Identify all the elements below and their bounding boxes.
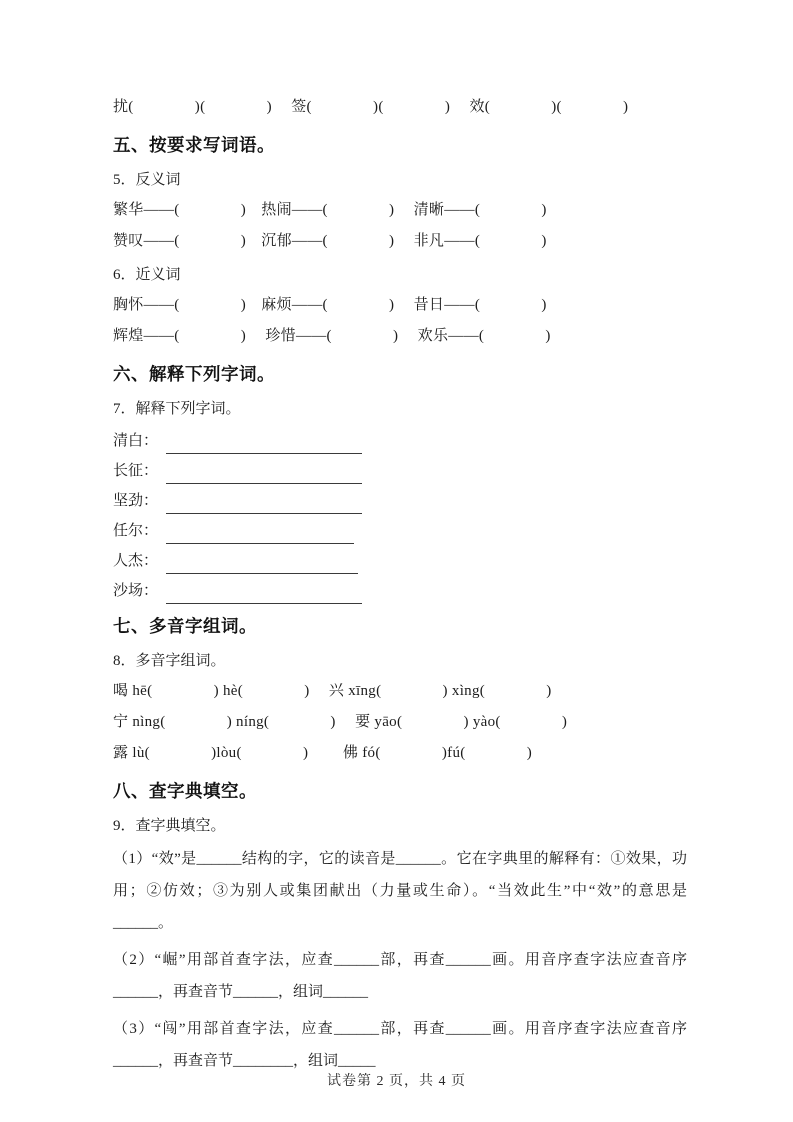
term-label: 人杰： (113, 553, 159, 569)
dictionary-paragraph: （3）“闯”用部首查字法，应查______部，再查______画。用音序查字法应查音序______，再查音节________，组词_____ (113, 1021, 687, 1069)
term-label: 坚劲： (113, 493, 159, 509)
section-5-heading: 五、按要求写词语。 (113, 135, 275, 155)
page-footer: 试卷第 2 页，共 4 页 (327, 1074, 466, 1089)
pinyin-row: 喝 hē( ) hè( ) 兴 xīng( ) xìng( ) (113, 683, 552, 699)
term-label: 长征： (113, 463, 159, 479)
antonym-row: 繁华——( ) 热闹——( ) 清晰——( ) (113, 202, 547, 218)
pinyin-row: 露 lù( )lòu( ) 佛 fó( )fú( ) (113, 745, 533, 761)
answer-line (166, 493, 362, 514)
section-7-heading: 七、多音字组词。 (113, 616, 257, 636)
answer-line (166, 583, 362, 604)
answer-line (166, 433, 362, 454)
question-5-label: 5．反义词 (113, 172, 181, 188)
section-6-heading: 六、解释下列字词。 (113, 364, 275, 384)
synonym-row: 胸怀——( ) 麻烦——( ) 昔日——( ) (113, 297, 547, 313)
section-8-heading: 八、查字典填空。 (113, 781, 257, 801)
term-label: 任尔： (113, 523, 159, 539)
question-9-label: 9．查字典填空。 (113, 818, 226, 834)
pinyin-row: 宁 nìng( ) níng( ) 要 yāo( ) yào( ) (113, 714, 568, 730)
question-7-label: 7．解释下列字词。 (113, 401, 241, 417)
term-label: 清白： (113, 433, 159, 449)
definition-row (113, 424, 687, 454)
definition-row (113, 514, 687, 544)
question-6-label: 6．近义词 (113, 267, 181, 283)
term-label: 沙场： (113, 583, 159, 599)
definition-row (113, 484, 687, 514)
antonym-row: 赞叹——( ) 沉郁——( ) 非凡——( ) (113, 233, 547, 249)
question-8-label: 8．多音字组词。 (113, 653, 226, 669)
synonym-row: 辉煌——( ) 珍惜——( ) 欢乐——( ) (113, 328, 551, 344)
definition-row (113, 574, 687, 604)
definition-row (113, 454, 687, 484)
answer-line (166, 523, 354, 544)
character-fill-row: 扰( )( ) 签( )( ) 效( )( ) (113, 99, 629, 115)
answer-line (166, 463, 362, 484)
dictionary-paragraph: （2）“崛”用部首查字法，应查______部，再查______画。用音序查字法应查音序______，再查音节______，组词______ (113, 952, 687, 1000)
definition-row (113, 544, 687, 574)
dictionary-paragraph: （1）“效”是______结构的字，它的读音是______。它在字典里的解释有：①效果，功用；②仿效；③为别人或集团献出（力量或生命）。“当效此生”中“效”的意思是______。 (113, 851, 687, 931)
page-content (113, 92, 687, 1082)
answer-line (166, 553, 358, 574)
